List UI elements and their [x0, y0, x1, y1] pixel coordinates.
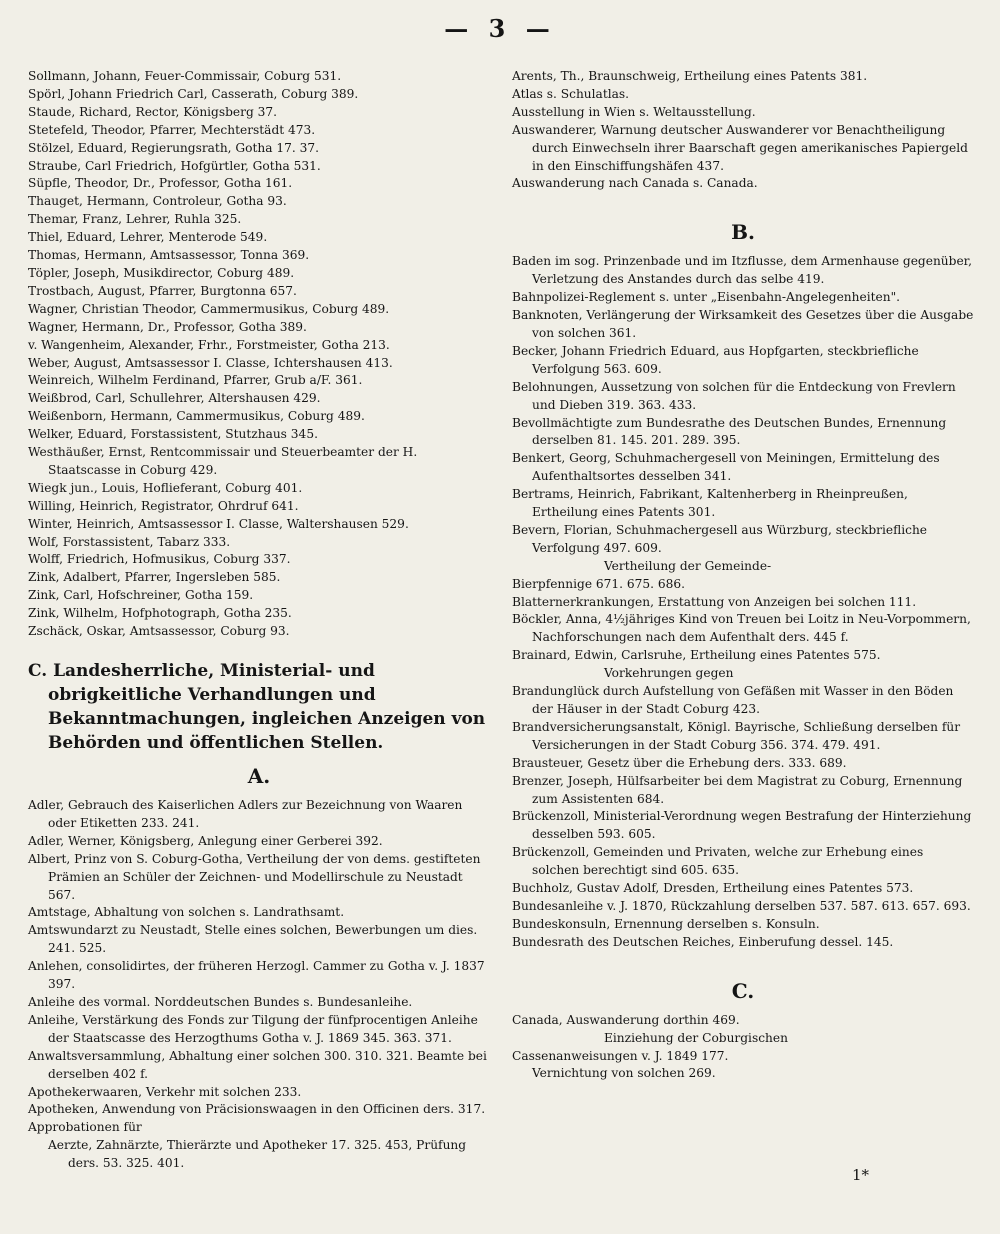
- b-entry-list-3: [512, 683, 974, 952]
- index-entry: Bierpfennige 671. 675. 686.: [512, 576, 686, 591]
- page-number: — 3 —: [444, 14, 556, 43]
- index-entry: Ausstellung in Wien s. Weltausstellung.: [512, 104, 756, 119]
- index-entry: Welker, Eduard, Forstassistent, Stutzhaus 345.: [28, 427, 318, 442]
- c-entry: Vernichtung von solchen 269.: [532, 1066, 716, 1081]
- index-entry: Straube, Carl Friedrich, Hofgürtler, Gotha 531.: [28, 158, 321, 173]
- index-entry: Zink, Wilhelm, Hofphotograph, Gotha 235.: [28, 606, 292, 621]
- index-entry: Bertrams, Heinrich, Fabrikant, Kaltenherberg in Rheinpreußen, Ertheilung eines Patents 301.: [512, 487, 908, 520]
- index-entry: Wolf, Forstassistent, Tabarz 333.: [28, 534, 231, 549]
- index-entry: Brandversicherungsanstalt, Königl. Bayrische, Schließung derselben für Versicherungen in der Stadt Coburg 356. 374. 479. 491.: [512, 719, 961, 752]
- index-entry: Anwaltsversammlung, Abhaltung einer solchen 300. 310. 321. Beamte bei derselben 402 f.: [28, 1048, 487, 1081]
- index-entry: Trostbach, August, Pfarrer, Burgtonna 657.: [28, 283, 297, 298]
- left-column: [28, 68, 490, 1173]
- index-entry: Baden im sog. Prinzenbade und im Itzflusse, dem Armenhause gegenüber, Verletzung des Anstandes durch das selbe 419.: [512, 254, 973, 287]
- index-entry: Amtstage, Abhaltung von solchen s. Landrathsamt.: [28, 905, 345, 920]
- index-entry: Wagner, Hermann, Dr., Professor, Gotha 389.: [28, 319, 307, 334]
- index-entry: Staude, Richard, Rector, Königsberg 37.: [28, 104, 278, 119]
- index-entry: Sollmann, Johann, Feuer-Commissair, Coburg 531.: [28, 69, 342, 83]
- index-entry: Blatternerkrankungen, Erstattung von Anzeigen bei solchen 111.: [512, 594, 917, 609]
- index-entry: Willing, Heinrich, Registrator, Ohrdruf 641.: [28, 498, 299, 513]
- index-entry: Buchholz, Gustav Adolf, Dresden, Ertheilung eines Patentes 573.: [512, 881, 914, 896]
- index-entry: Weinreich, Wilhelm Ferdinand, Pfarrer, Grub a/F. 361.: [28, 373, 363, 388]
- index-entry: Auswanderer, Warnung deutscher Auswanderer vor Benachtheiligung durch Einwechseln ihrer Baarschaft gegen amerikanisches Papiergeld in den Einschiffungshäfen 437.: [512, 122, 968, 173]
- b-entry-list-1: [512, 253, 974, 557]
- index-entry: Wiegk jun., Louis, Hoflieferant, Coburg 401.: [28, 480, 303, 495]
- c-entry: Cassenanweisungen v. J. 1849 177.: [512, 1048, 729, 1063]
- index-entry: Bundeskonsuln, Ernennung derselben s. Konsuln.: [512, 916, 820, 931]
- right-column: [512, 68, 974, 1083]
- index-entry: Adler, Gebrauch des Kaiserlichen Adlers zur Bezeichnung von Waaren oder Etiketten 233. 241.: [28, 798, 463, 830]
- index-entry: Brainard, Edwin, Carlsruhe, Ertheilung eines Patentes 575.: [512, 648, 881, 663]
- index-entry: Auswanderung nach Canada s. Canada.: [512, 176, 758, 191]
- letter-a-heading: A.: [247, 764, 271, 788]
- index-entry: Weber, August, Amtsassessor I. Classe, Ichtershausen 413.: [28, 355, 393, 370]
- index-entry: Bundesanleihe v. J. 1870, Rückzahlung derselben 537. 587. 613. 657. 693.: [512, 898, 971, 913]
- index-entry: Anlehen, consolidirtes, der früheren Herzogl. Cammer zu Gotha v. J. 1837 397.: [28, 959, 485, 992]
- index-entry: Brückenzoll, Ministerial-Verordnung wegen Bestrafung der Hinterziehung desselben 593. 605.: [512, 809, 972, 842]
- index-entry: Zink, Adalbert, Pfarrer, Ingersleben 585.: [28, 570, 281, 585]
- index-entry: Anleihe, Verstärkung des Fonds zur Tilgung der fünfprocentigen Anleihe der Staatscasse des Herzogthums Gotha v. J. 1869 345. 363. 371.: [28, 1012, 478, 1045]
- index-entry: Brandunglück durch Aufstellung von Gefäßen mit Wasser in den Böden der Häuser in der Stadt Coburg 423.: [512, 684, 954, 716]
- index-entry: Süpfle, Theodor, Dr., Professor, Gotha 161.: [28, 176, 293, 191]
- index-entry: Wolff, Friedrich, Hofmusikus, Coburg 337.: [28, 552, 291, 567]
- index-entry: Benkert, Georg, Schuhmachergesell von Meiningen, Ermittelung des Aufenthaltsortes desselben 341.: [512, 451, 940, 484]
- name-index-list: [28, 68, 490, 641]
- index-entry: Apotheken, Anwendung von Präcisionswaagen in den Officinen ders. 317.: [28, 1102, 486, 1117]
- index-entry: Westhäußer, Ernst, Rentcommissair und Steuerbeamter der H. Staatscasse in Coburg 429.: [28, 445, 418, 477]
- c-subheading: Einziehung der Coburgischen: [604, 1030, 788, 1045]
- signature-mark: 1*: [852, 1166, 870, 1184]
- index-entry: Thomas, Hermann, Amtsassessor, Tonna 369.: [28, 248, 310, 263]
- index-entry: Apothekerwaaren, Verkehr mit solchen 233.: [28, 1084, 302, 1099]
- index-entry: Stetefeld, Theodor, Pfarrer, Mechterstädt 473.: [28, 122, 316, 137]
- index-entry: Themar, Franz, Lehrer, Ruhla 325.: [28, 212, 242, 227]
- letter-c-heading: C.: [731, 978, 755, 1003]
- index-entry: Bahnpolizei-Reglement s. unter „Eisenbahn-Angelegenheiten".: [512, 290, 901, 305]
- index-entry: Bundesrath des Deutschen Reiches, Einberufung dessel. 145.: [512, 934, 894, 949]
- section-c-title: C. Landesherrliche, Ministerial- und obrigkeitliche Verhandlungen und Bekanntmachungen, ingleichen Anzeigen von Behörden und öffentlichen Stellen.: [28, 661, 486, 753]
- index-entry: Belohnungen, Aussetzung von solchen für die Entdeckung von Frevlern und Dieben 319. 363. 433.: [512, 379, 956, 412]
- index-entry: Brückenzoll, Gemeinden und Privaten, welche zur Erhebung eines solchen berechtigt sind 605. 635.: [512, 845, 924, 878]
- index-entry: Brausteuer, Gesetz über die Erhebung ders. 333. 689.: [512, 755, 847, 770]
- index-entry: Thauget, Hermann, Controleur, Gotha 93.: [28, 194, 287, 209]
- index-entry: Becker, Johann Friedrich Eduard, aus Hopfgarten, steckbriefliche Verfolgung 563. 609.: [512, 343, 919, 376]
- index-entry: Albert, Prinz von S. Coburg-Gotha, Vertheilung der von dems. gestifteten Prämien an Schüler der Zeichnen- und Modellirschule zu Neustadt 567.: [28, 851, 481, 902]
- index-entry: Zink, Carl, Hofschreiner, Gotha 159.: [28, 588, 254, 603]
- a-sub-entry: Aerzte, Zahnärzte, Thierärzte und Apotheker 17. 325. 453, Prüfung ders. 53. 325. 401.: [48, 1138, 467, 1171]
- index-entry: Stölzel, Eduard, Regierungsrath, Gotha 17. 37.: [28, 140, 320, 155]
- index-entry: Spörl, Johann Friedrich Carl, Casserath, Coburg 389.: [28, 86, 359, 101]
- letter-b-heading: B.: [731, 220, 755, 245]
- a-entry-list: [28, 797, 490, 1137]
- index-entry: Zschäck, Oskar, Amtsassessor, Coburg 93.: [28, 624, 290, 639]
- index-entry: Thiel, Eduard, Lehrer, Menterode 549.: [28, 230, 268, 245]
- index-entry: Bevollmächtigte zum Bundesrathe des Deutschen Bundes, Ernennung derselben 81. 145. 201. 289. 395.: [512, 415, 947, 448]
- b-entry-list-2: [512, 576, 974, 666]
- index-entry: Brenzer, Joseph, Hülfsarbeiter bei dem Magistrat zu Coburg, Ernennung zum Assistenten 684.: [512, 773, 963, 806]
- b-subheading-2: Vorkehrungen gegen: [604, 666, 734, 681]
- index-entry: Töpler, Joseph, Musikdirector, Coburg 489.: [28, 265, 295, 280]
- index-entry: Approbationen für: [28, 1120, 142, 1135]
- a-continued-list: [512, 68, 974, 193]
- index-entry: Anleihe des vormal. Norddeutschen Bundes s. Bundesanleihe.: [28, 994, 413, 1009]
- index-entry: Bevern, Florian, Schuhmachergesell aus Würzburg, steckbriefliche Verfolgung 497. 609.: [512, 522, 928, 555]
- index-entry: Banknoten, Verlängerung der Wirksamkeit des Gesetzes über die Ausgabe von solchen 361.: [512, 308, 974, 340]
- index-entry: v. Wangenheim, Alexander, Frhr., Forstmeister, Gotha 213.: [28, 337, 390, 352]
- b-subheading-1: Vertheilung der Gemeinde-: [604, 558, 772, 573]
- index-entry: Atlas s. Schulatlas.: [512, 86, 630, 101]
- index-entry: Adler, Werner, Königsberg, Anlegung einer Gerberei 392.: [28, 833, 383, 848]
- index-entry: Böckler, Anna, 4½jähriges Kind von Treuen bei Loitz in Neu-Vorpommern, Nachforschungen nach dem Aufenthalt ders. 445 f.: [512, 612, 971, 645]
- index-entry: Wagner, Christian Theodor, Cammermusikus, Coburg 489.: [28, 301, 390, 316]
- index-entry: Winter, Heinrich, Amtsassessor I. Classe, Waltershausen 529.: [28, 516, 409, 531]
- index-entry: Arents, Th., Braunschweig, Ertheilung eines Patents 381.: [512, 69, 868, 83]
- index-entry: Amtswundarzt zu Neustadt, Stelle eines solchen, Bewerbungen um dies. 241. 525.: [28, 923, 478, 956]
- c-entry: Canada, Auswanderung dorthin 469.: [512, 1012, 740, 1027]
- index-entry: Weißenborn, Hermann, Cammermusikus, Coburg 489.: [28, 409, 365, 424]
- index-entry: Weißbrod, Carl, Schullehrer, Altershausen 429.: [28, 391, 321, 406]
